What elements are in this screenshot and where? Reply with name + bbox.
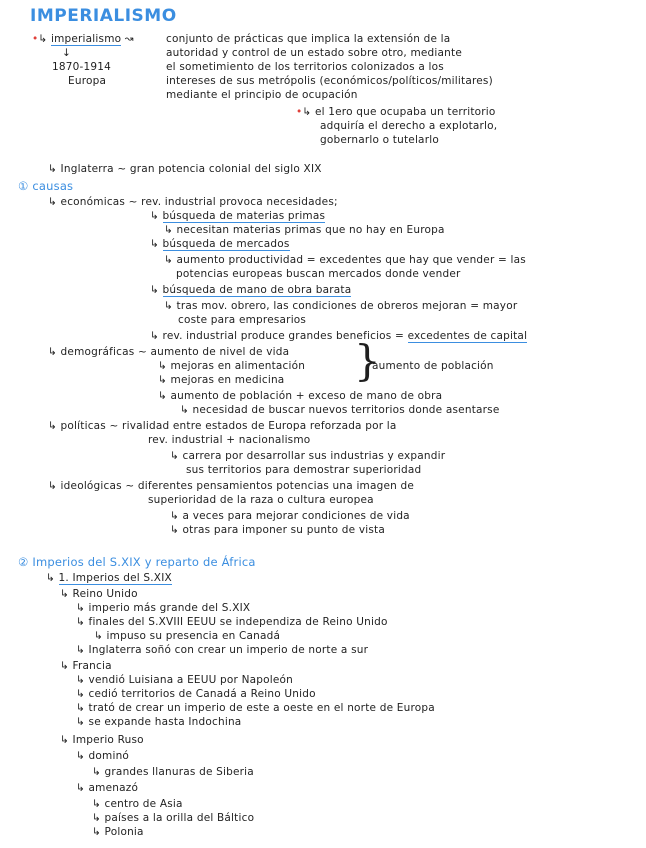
- s2-text-16: países a la orilla del Báltico: [104, 812, 255, 824]
- intro-def-4: intereses de sus metrópolis (económicos/políticos/militares): [166, 75, 493, 87]
- intro-sub-3: gobernarlo o tutelarlo: [320, 134, 439, 146]
- s1-line-19: sus territorios para demostrar superioridad: [186, 464, 422, 476]
- s2-line-6: ↳ Francia: [60, 660, 112, 672]
- s2-text-8: cedió territorios de Canadá a Reino Unido: [88, 688, 316, 700]
- s1-line-7: ↳ búsqueda de mano de obra barata: [150, 284, 352, 296]
- intro-sub-2: adquiría el derecho a explotarlo,: [320, 120, 498, 132]
- s2-text-9: trató de crear un imperio de este a oeste en el norte de Europa: [88, 702, 435, 714]
- s2-text-2: imperio más grande del S.XIX: [88, 602, 251, 614]
- s1-line-13: ↳ mejoras en medicina: [158, 374, 285, 386]
- intro-place: Europa: [68, 75, 107, 87]
- s2-text-10: se expande hasta Indochina: [88, 716, 242, 728]
- s1-line-20: ↳ ideológicas ~ diferentes pensamientos potencias una imagen de: [48, 480, 415, 492]
- section-1-heading: ① causas: [18, 179, 74, 193]
- s1-line-11: ↳ demográficas ~ aumento de nivel de vida: [48, 346, 290, 358]
- s2-text-7: vendió Luisiana a EEUU por Napoleón: [88, 674, 294, 686]
- s2-line-2: ↳ imperio más grande del S.XIX: [76, 602, 251, 614]
- s1-line-4: ↳ búsqueda de mercados: [150, 238, 290, 250]
- s2-subheading: 1. Imperios del S.XIX: [58, 572, 172, 584]
- intro-sub-1-line: •↳ el 1ero que ocupaba un territorio: [296, 106, 496, 118]
- s1-line-3: ↳ necesitan materias primas que no hay en Europa: [164, 224, 445, 236]
- curly-brace-icon: }: [354, 336, 381, 385]
- s1-text-14: aumento de población + exceso de mano de obra: [170, 390, 443, 402]
- s2-text-1: Reino Unido: [72, 588, 138, 600]
- s1-line-15: ↳ necesidad de buscar nuevos territorios donde asentarse: [180, 404, 500, 416]
- s1-line-1: ↳ económicas ~ rev. industrial provoca necesidades;: [48, 196, 338, 208]
- intro-england: Inglaterra ~ gran potencia colonial del siglo XIX: [60, 163, 322, 175]
- s2-line-17: ↳ Polonia: [92, 826, 144, 838]
- s1-text-11: demográficas ~ aumento de nivel de vida: [60, 346, 290, 358]
- intro-england-line: ↳ Inglaterra ~ gran potencia colonial del siglo XIX: [48, 163, 322, 175]
- s1-line-23: ↳ otras para imponer su punto de vista: [170, 524, 385, 536]
- red-bullet-icon: •: [32, 33, 39, 45]
- s1-text-13: mejoras en medicina: [170, 374, 285, 386]
- s2-line-7: ↳ vendió Luisiana a EEUU por Napoleón: [76, 674, 294, 686]
- s1-line-10: ↳ rev. industrial produce grandes beneficios = excedentes de capital: [150, 330, 528, 342]
- down-arrow-icon: ↓: [62, 47, 71, 59]
- s2-line-14: ↳ amenazó: [76, 782, 139, 794]
- s1-text-1: económicas ~ rev. industrial provoca necesidades;: [60, 196, 338, 208]
- s1-text-4: búsqueda de mercados: [162, 238, 290, 250]
- s2-text-12: dominó: [88, 750, 130, 762]
- s1-text-16: políticas ~ rivalidad entre estados de Europa reforzada por la: [60, 420, 397, 432]
- s1-text-15: necesidad de buscar nuevos territorios donde asentarse: [192, 404, 500, 416]
- s1-line-18: ↳ carrera por desarrollar sus industrias y expandir: [170, 450, 446, 462]
- s1-text-18: carrera por desarrollar sus industrias y expandir: [182, 450, 446, 462]
- s2-line-11: ↳ Imperio Ruso: [60, 734, 144, 746]
- intro-def-2: autoridad y control de un estado sobre otro, mediante: [166, 47, 462, 59]
- intro-years: 1870-1914: [52, 61, 112, 73]
- s2-line-8: ↳ cedió territorios de Canadá a Reino Unido: [76, 688, 316, 700]
- s1-text-23: otras para imponer su punto de vista: [182, 524, 385, 536]
- s2-line-9: ↳ trató de crear un imperio de este a oeste en el norte de Europa: [76, 702, 435, 714]
- s2-line-1: ↳ Reino Unido: [60, 588, 138, 600]
- section-2-heading: ② Imperios del S.XIX y reparto de África: [18, 555, 256, 569]
- s2-text-5: Inglaterra soñó con crear un imperio de norte a sur: [88, 644, 369, 656]
- page-title: IMPERIALISMO: [30, 6, 177, 26]
- s1-line-22: ↳ a veces para mejorar condiciones de vida: [170, 510, 410, 522]
- s1-text-2: búsqueda de materias primas: [162, 210, 326, 222]
- s2-line-15: ↳ centro de Asia: [92, 798, 183, 810]
- s2-text-15: centro de Asia: [104, 798, 183, 810]
- s2-text-14: amenazó: [88, 782, 139, 794]
- s1-text-12: mejoras en alimentación: [170, 360, 306, 372]
- s1-text-5: aumento productividad = excedentes que hay que vender = las: [176, 254, 526, 266]
- s1-line-14: ↳ aumento de población + exceso de mano de obra: [158, 390, 443, 402]
- s1-line-17: rev. industrial + nacionalismo: [148, 434, 311, 446]
- s2-text-11: Imperio Ruso: [72, 734, 144, 746]
- s1-line-8: ↳ tras mov. obrero, las condiciones de obreros mejoran = mayor: [164, 300, 518, 312]
- s1-line-12: ↳ mejoras en alimentación: [158, 360, 306, 372]
- s2-line-4: ↳ impuso su presencia en Canadá: [94, 630, 281, 642]
- intro-term-line: •↳ imperialismo ↝: [32, 33, 134, 45]
- s2-text-6: Francia: [72, 660, 112, 672]
- s1-text-20: ideológicas ~ diferentes pensamientos potencias una imagen de: [60, 480, 415, 492]
- s1-line-9: coste para empresarios: [178, 314, 307, 326]
- s1-text-10b: excedentes de capital: [407, 330, 528, 342]
- s1-text-3: necesitan materias primas que no hay en Europa: [176, 224, 445, 236]
- s1-line-5: ↳ aumento productividad = excedentes que hay que vender = las: [164, 254, 526, 266]
- s2-text-13: grandes llanuras de Siberia: [104, 766, 254, 778]
- s2-line-16: ↳ países a la orilla del Báltico: [92, 812, 255, 824]
- intro-sub-1: el 1ero que ocupaba un territorio: [314, 106, 496, 118]
- intro-def-5: mediante el principio de ocupación: [166, 89, 358, 101]
- s2-text-17: Polonia: [104, 826, 144, 838]
- s2-text-4: impuso su presencia en Canadá: [106, 630, 281, 642]
- s2-text-3: finales del S.XVIII EEUU se independiza de Reino Unido: [88, 616, 388, 628]
- intro-def-1: conjunto de prácticas que implica la extensión de la: [166, 33, 451, 45]
- red-bullet-icon: •: [296, 106, 303, 118]
- s2-line-3: ↳ finales del S.XVIII EEUU se independiza de Reino Unido: [76, 616, 388, 628]
- s2-subheading-line: ↳ 1. Imperios del S.XIX: [46, 572, 172, 584]
- s1-brace-label: aumento de población: [372, 360, 494, 372]
- s1-text-10a: rev. industrial produce grandes beneficios =: [162, 330, 408, 342]
- intro-term: imperialismo: [50, 33, 122, 45]
- s1-text-22: a veces para mejorar condiciones de vida: [182, 510, 410, 522]
- s2-line-5: ↳ Inglaterra soñó con crear un imperio de norte a sur: [76, 644, 369, 656]
- intro-def-3: el sometimiento de los territorios colonizados a los: [166, 61, 444, 73]
- s2-line-13: ↳ grandes llanuras de Siberia: [92, 766, 254, 778]
- s2-line-10: ↳ se expande hasta Indochina: [76, 716, 242, 728]
- s1-line-6: potencias europeas buscan mercados donde vender: [176, 268, 461, 280]
- s2-line-12: ↳ dominó: [76, 750, 130, 762]
- s1-text-7: búsqueda de mano de obra barata: [162, 284, 352, 296]
- s1-line-16: ↳ políticas ~ rivalidad entre estados de Europa reforzada por la: [48, 420, 397, 432]
- s1-line-21: superioridad de la raza o cultura europea: [148, 494, 374, 506]
- s1-text-8: tras mov. obrero, las condiciones de obreros mejoran = mayor: [176, 300, 518, 312]
- s1-line-2: ↳ búsqueda de materias primas: [150, 210, 326, 222]
